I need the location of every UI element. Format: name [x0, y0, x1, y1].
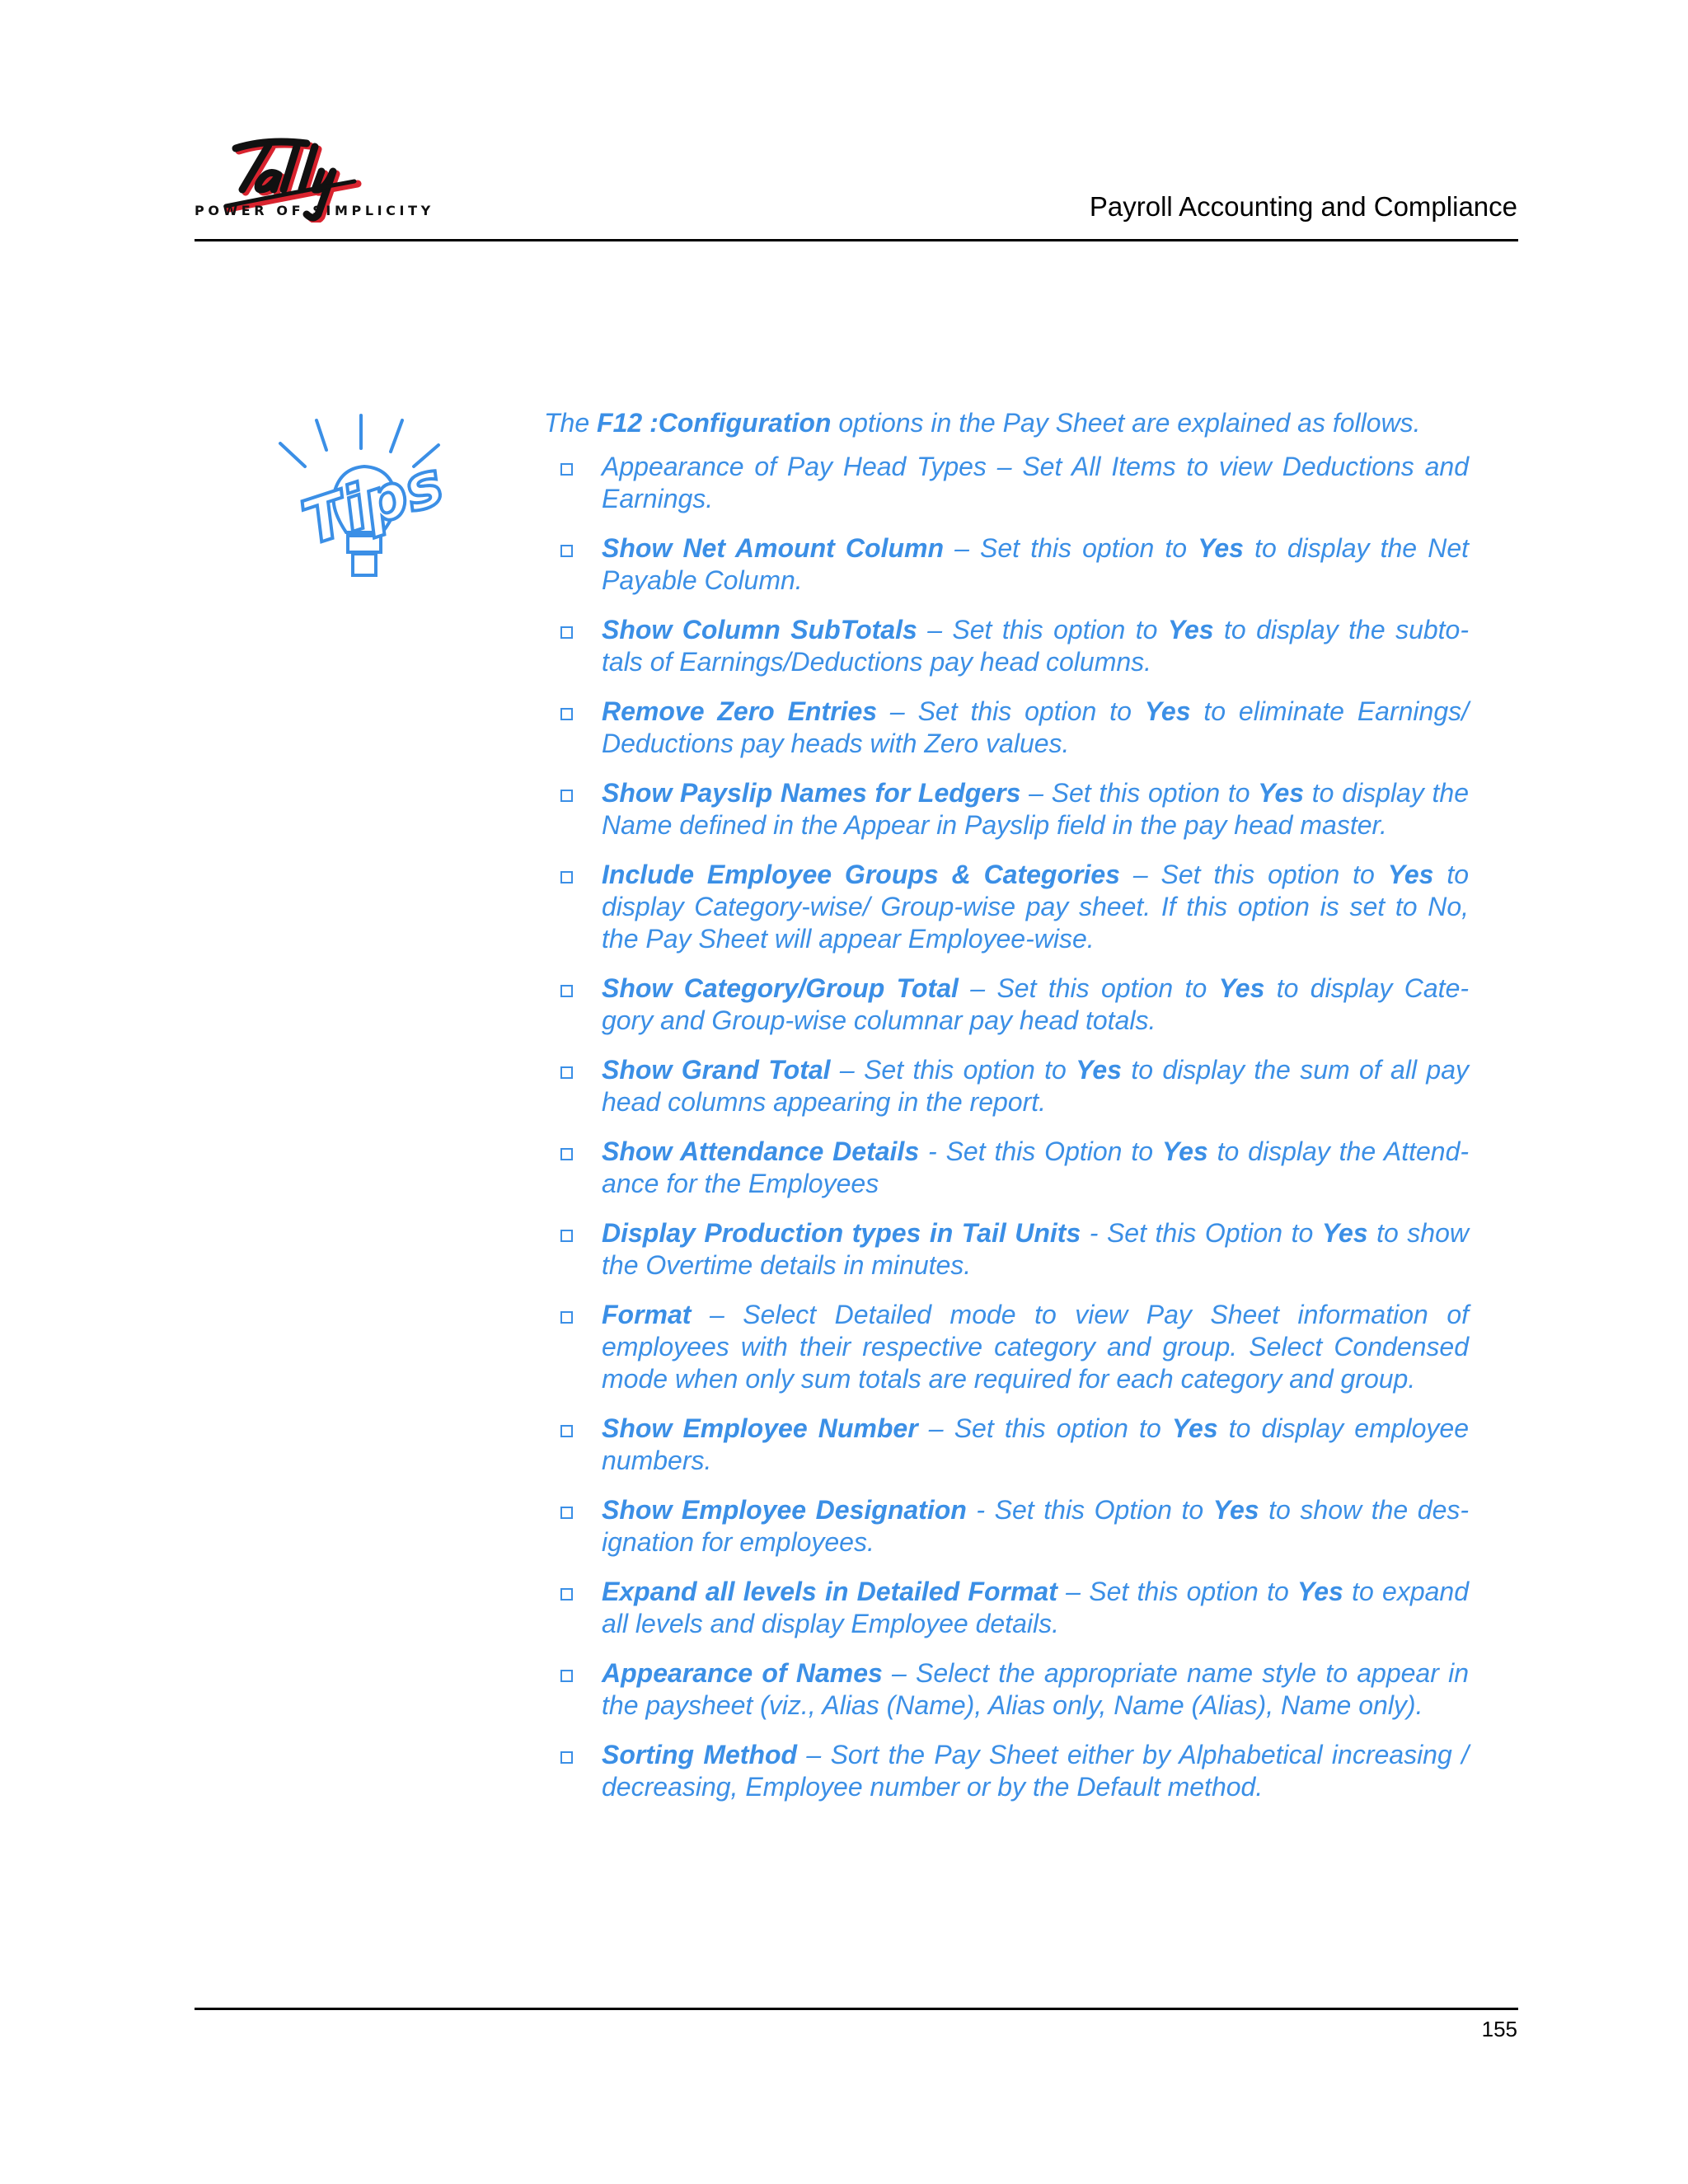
- tips-label: Tips: [293, 448, 452, 560]
- list-item: [602, 451, 1469, 515]
- square-bullet-icon: [560, 1507, 573, 1519]
- option-term: Show Attendance Details: [602, 1137, 920, 1166]
- option-keyword: Yes: [1321, 1218, 1368, 1248]
- option-description: to expand all levels and display Employee details.: [602, 1577, 1470, 1638]
- list-item: [602, 696, 1469, 760]
- list-item: [602, 859, 1469, 955]
- square-bullet-icon: [560, 1311, 573, 1324]
- square-bullet-icon: [560, 1751, 573, 1764]
- option-keyword: Yes: [1076, 1055, 1122, 1085]
- option-term: Show Category/Group Total: [602, 973, 959, 1003]
- option-description: - Set this Option to: [966, 1495, 1213, 1525]
- option-keyword: Yes: [1212, 1495, 1259, 1525]
- square-bullet-icon: [560, 463, 573, 476]
- option-term: Show Grand Total: [602, 1055, 831, 1085]
- square-bullet-icon: [560, 1066, 573, 1079]
- config-options-list: [544, 451, 1469, 1803]
- square-bullet-icon: [560, 708, 573, 720]
- list-item: [602, 972, 1469, 1037]
- list-item: [602, 1657, 1469, 1722]
- list-item: [602, 1576, 1469, 1640]
- option-keyword: Yes: [1258, 778, 1305, 808]
- option-description: - Set this Option to: [919, 1137, 1162, 1166]
- square-bullet-icon: [560, 985, 573, 997]
- tips-content: [544, 407, 1469, 1821]
- option-term: Include Employee Groups & Categories: [602, 860, 1120, 889]
- option-description: to display the Attend-ance for the Employees: [602, 1137, 1470, 1198]
- option-description: to display the sum of all pay head columns appearing in the report.: [602, 1055, 1470, 1117]
- option-term: Appearance of Names: [602, 1658, 883, 1688]
- option-description: – Select the appropriate name style to appear in the paysheet (viz., Alias (Name), Alias only, Name (Alias), Name only).: [602, 1658, 1470, 1720]
- list-item: [602, 1494, 1469, 1558]
- option-description: to display Category-wise/ Group-wise pay sheet. If this option is set to No, the Pay Sheet will appear Employee-wise.: [602, 860, 1470, 954]
- square-bullet-icon: [560, 1425, 573, 1437]
- option-description: – Set All Items to view Deductions and Earnings.: [602, 452, 1469, 513]
- header-rule: [195, 239, 1518, 241]
- logo-tagline: POWER OF SIMPLICITY: [195, 203, 434, 218]
- list-item: [602, 614, 1469, 678]
- option-term: Sorting Method: [602, 1740, 798, 1769]
- option-description: to display the Name defined in the Appear in Payslip field in the pay head master.: [602, 778, 1470, 840]
- option-description: to eliminate Earnings/ Deductions pay heads with Zero values.: [602, 696, 1470, 758]
- square-bullet-icon: [560, 1670, 573, 1682]
- option-description: to display Cate-gory and Group-wise columnar pay head totals.: [602, 973, 1470, 1035]
- list-item: [602, 1217, 1469, 1282]
- option-description: – Set this option to: [1057, 1577, 1298, 1606]
- option-term: Show Payslip Names for Ledgers: [602, 778, 1021, 808]
- intro-suffix: options in the Pay Sheet are explained as follows.: [831, 408, 1421, 438]
- option-term: Display Production types in Tail Units: [602, 1218, 1081, 1248]
- square-bullet-icon: [560, 1588, 573, 1601]
- intro-bold: F12 :Configuration: [597, 408, 832, 438]
- option-keyword: Yes: [1387, 860, 1434, 889]
- square-bullet-icon: [560, 545, 573, 557]
- square-bullet-icon: [560, 790, 573, 802]
- intro-prefix: The: [544, 408, 598, 438]
- option-keyword: Yes: [1167, 615, 1214, 644]
- option-term: Show Employee Designation: [602, 1495, 967, 1525]
- option-term: Expand all levels in Detailed Format: [602, 1577, 1057, 1606]
- square-bullet-icon: [560, 871, 573, 883]
- square-bullet-icon: [560, 626, 573, 639]
- option-description: – Set this option to: [1020, 778, 1259, 808]
- list-item: [602, 1299, 1469, 1395]
- option-term: Show Net Amount Column: [602, 533, 945, 563]
- list-item: [602, 532, 1469, 597]
- option-term: Remove Zero Entries: [602, 696, 878, 726]
- option-description: to show the Overtime details in minutes.: [602, 1218, 1470, 1280]
- option-term: Appearance of Pay Head Types: [602, 452, 987, 481]
- option-keyword: Yes: [1198, 533, 1244, 563]
- option-keyword: Yes: [1297, 1577, 1343, 1606]
- option-term: Show Column SubTotals: [602, 615, 917, 644]
- option-description: – Set this option to: [877, 696, 1145, 726]
- option-term: Show Employee Number: [602, 1413, 918, 1443]
- option-description: to show the des-ignation for employees.: [602, 1495, 1470, 1557]
- intro-line: [544, 407, 1469, 439]
- option-description: - Set this Option to: [1081, 1218, 1322, 1248]
- option-description: – Sort the Pay Sheet either by Alphabetical increasing / decreasing, Employee number or by the Default method.: [602, 1740, 1469, 1802]
- option-description: – Set this option to: [830, 1055, 1076, 1085]
- option-description: – Set this option to: [917, 615, 1168, 644]
- option-description: – Set this option to: [944, 533, 1198, 563]
- option-description: – Set this option to: [958, 973, 1219, 1003]
- list-item: [602, 1413, 1469, 1477]
- square-bullet-icon: [560, 1230, 573, 1242]
- footer-rule: [195, 2008, 1518, 2010]
- tips-lightbulb-icon: [272, 409, 453, 590]
- list-item: [602, 1739, 1469, 1803]
- option-description: to display employee numbers.: [602, 1413, 1470, 1475]
- option-term: Format: [602, 1300, 692, 1329]
- option-description: to display the Net Payable Column.: [602, 533, 1470, 595]
- list-item: [602, 1136, 1469, 1200]
- option-description: to display the subto-tals of Earnings/Deductions pay head columns.: [602, 615, 1470, 677]
- option-description: – Set this option to: [917, 1413, 1172, 1443]
- option-description: – Set this option to: [1119, 860, 1388, 889]
- option-keyword: Yes: [1144, 696, 1191, 726]
- chapter-title: Payroll Accounting and Compliance: [1089, 191, 1517, 222]
- list-item: [602, 1054, 1469, 1118]
- option-keyword: Yes: [1171, 1413, 1218, 1443]
- page-number: 155: [1481, 2017, 1517, 2041]
- square-bullet-icon: [560, 1148, 573, 1160]
- list-item: [602, 777, 1469, 841]
- option-description: – Select Detailed mode to view Pay Sheet information of employees with their respective category and group. Select Condensed mode when only sum totals are required for each category and group.: [602, 1300, 1469, 1394]
- option-keyword: Yes: [1218, 973, 1265, 1003]
- option-keyword: Yes: [1161, 1137, 1208, 1166]
